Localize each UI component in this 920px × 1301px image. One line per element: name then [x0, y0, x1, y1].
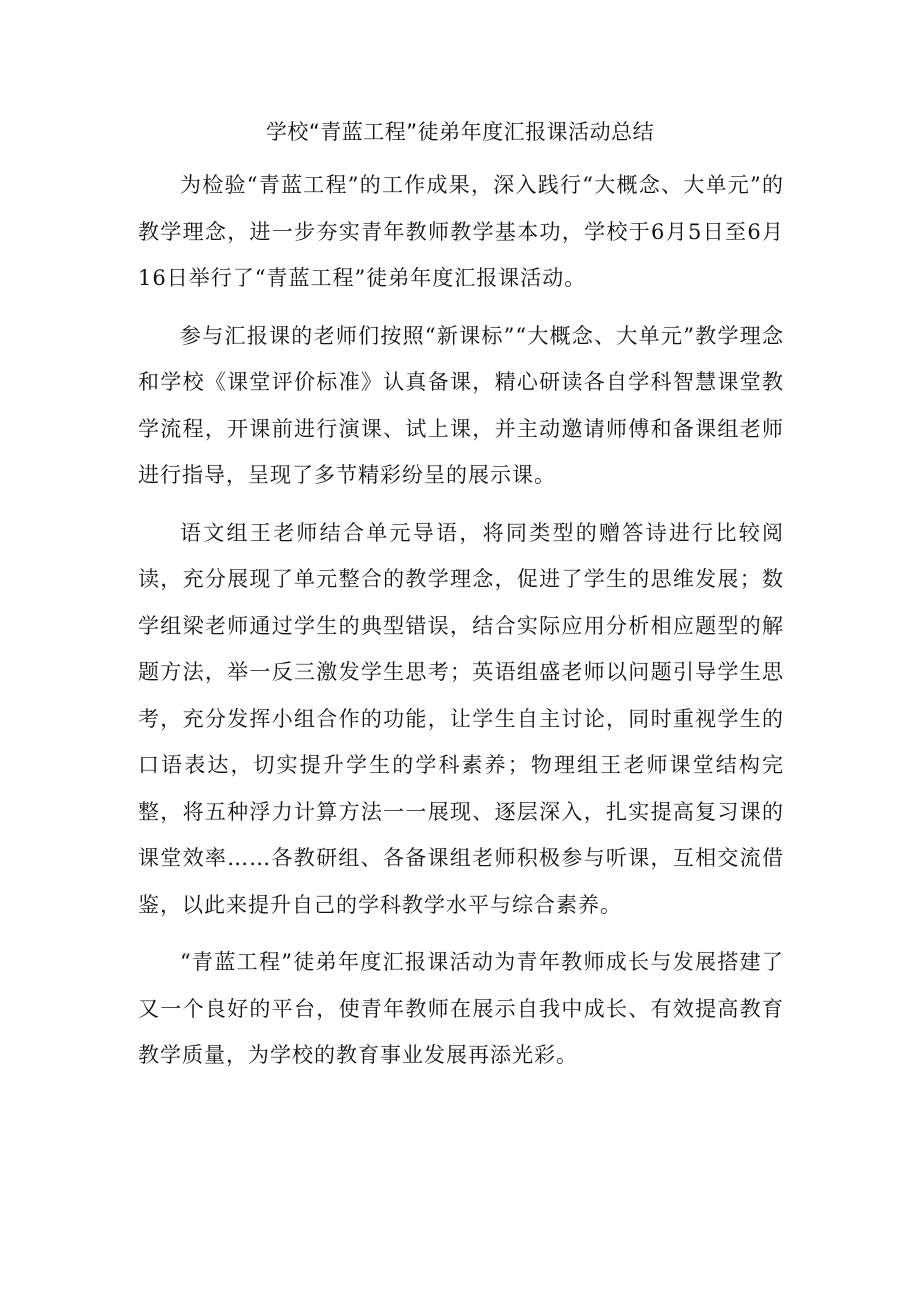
paragraph-intro: 为检验“青蓝工程”的工作成果，深入践行“大概念、大单元”的教学理念，进一步夯实青年教师教学基本功，学校于6月5日至6月16日举行了“青蓝工程”徒弟年度汇报课活动。: [138, 173, 784, 290]
paragraph-preparation: 参与汇报课的老师们按照“新课标”“大概念、大单元”教学理念和学校《课堂评价标准》认真备课，精心研读各自学科智慧课堂教学流程，开课前进行演课、试上课，并主动邀请师傅和备课组老师进行指导，呈现了多节精彩纷呈的展示课。: [138, 323, 784, 487]
document-body: [138, 162, 784, 1090]
paragraph-lessons: 语文组王老师结合单元导语，将同类型的赠答诗进行比较阅读，充分展现了单元整合的教学理念，促进了学生的思维发展；数学组梁老师通过学生的典型错误，结合实际应用分析相应题型的解题方法，举一反三激发学生思考；英语组盛老师以问题引导学生思考，充分发挥小组合作的功能，让学生自主讨论，同时重视学生的口语表达，切实提升学生的学科素养；物理组王老师课堂结构完整，将五种浮力计算方法一一展现、逐层深入，扎实提高复习课的课堂效率……各教研组、各备课组老师积极参与听课，互相交流借鉴，以此来提升自己的学科教学水平与综合素养。: [138, 520, 784, 917]
paragraph-conclusion: “青蓝工程”徒弟年度汇报课活动为青年教师成长与发展搭建了又一个良好的平台，使青年教师在展示自我中成长、有效提高教育教学质量，为学校的教育事业发展再添光彩。: [138, 950, 784, 1067]
document-title: 学校“青蓝工程”徒弟年度汇报课活动总结: [265, 120, 655, 144]
